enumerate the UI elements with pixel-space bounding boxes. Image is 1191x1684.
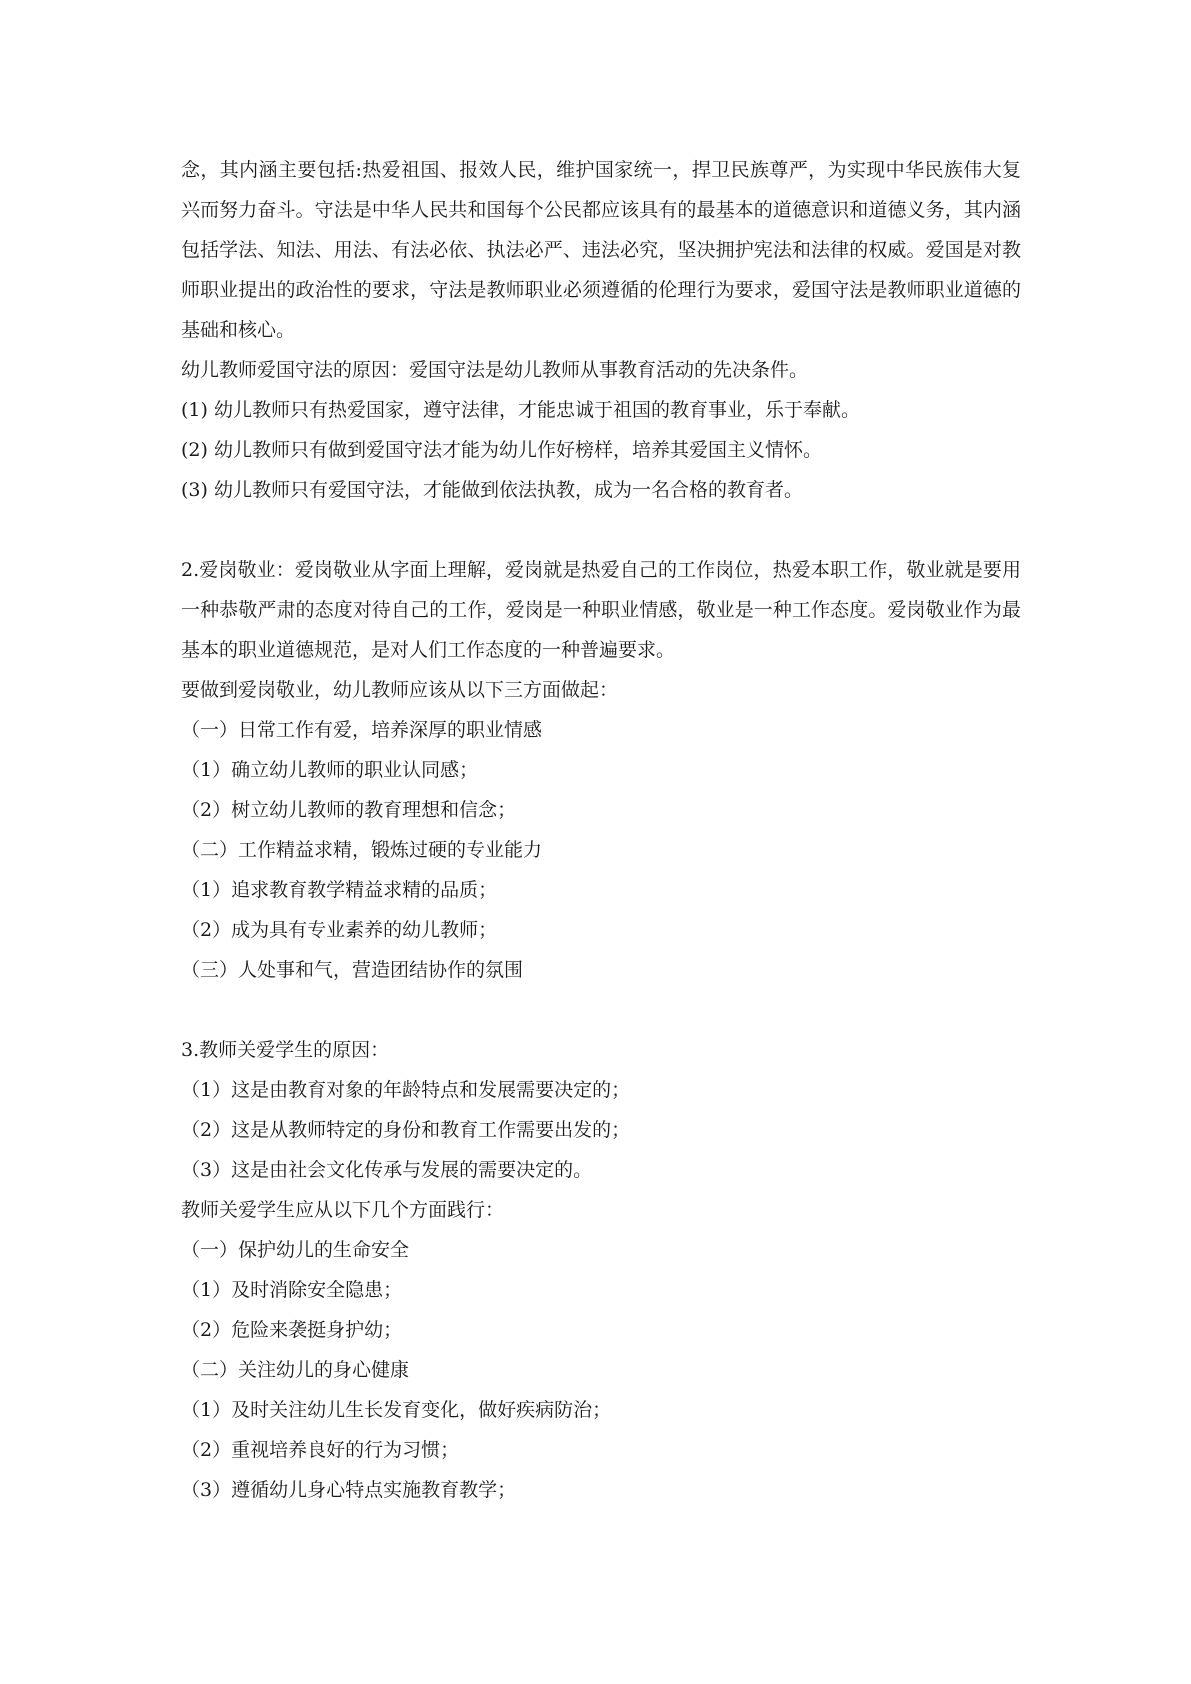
section3-list-item: （1）这是由教育对象的年龄特点和发展需要决定的； bbox=[181, 1079, 631, 1101]
section1-reason-item: (3) 幼儿教师只有爱国守法，才能做到依法执教，成为一名合格的教育者。 bbox=[181, 479, 803, 501]
section2-list-item: （2）树立幼儿教师的教育理想和信念； bbox=[181, 799, 517, 821]
section2-list-item: （1）确立幼儿教师的职业认同感； bbox=[181, 759, 479, 781]
section3-list-item: （2）危险来袭挺身护幼； bbox=[181, 1319, 403, 1341]
section2-subheading: （一）日常工作有爱，培养深厚的职业情感 bbox=[181, 719, 543, 741]
section2-subheading: （二）工作精益求精，锻炼过硬的专业能力 bbox=[181, 839, 543, 861]
section2-intro-paragraph: 2.爱岗敬业：爱岗敬业从字面上理解，爱岗就是热爱自己的工作岗位，热爱本职工作，敬业就是要用一种恭敬严肃的态度对待自己的工作，爱岗是一种职业情感，敬业是一种工作态度。爱岗敬业作为最基本的职业道德规范，是对人们工作态度的一种普遍要求。 bbox=[181, 559, 1021, 661]
section3-subheading: （二）关注幼儿的身心健康 bbox=[181, 1359, 410, 1381]
section1-reason-item: (2) 幼儿教师只有做到爱国守法才能为幼儿作好榜样，培养其爱国主义情怀。 bbox=[181, 439, 822, 461]
section2-list-item: （2）成为具有专业素养的幼儿教师； bbox=[181, 919, 498, 941]
section3-list-item: （2）这是从教师特定的身份和教育工作需要出发的； bbox=[181, 1119, 631, 1141]
section2-subheading: （三）人处事和气，营造团结协作的氛围 bbox=[181, 959, 524, 981]
section3-list-item: （2）重视培养良好的行为习惯； bbox=[181, 1439, 460, 1461]
section2-list-item: （1）追求教育教学精益求精的品质； bbox=[181, 879, 498, 901]
section3-list-item: （1）及时消除安全隐患； bbox=[181, 1279, 403, 1301]
section3-practice-heading: 教师关爱学生应从以下几个方面践行： bbox=[181, 1199, 505, 1221]
section-spacer bbox=[181, 990, 1021, 1030]
section1-reason-heading: 幼儿教师爱国守法的原因：爱国守法是幼儿教师从事教育活动的先决条件。 bbox=[181, 359, 809, 381]
document-body bbox=[181, 150, 1021, 1510]
section1-reason-item: (1) 幼儿教师只有热爱国家，遵守法律，才能忠诚于祖国的教育事业，乐于奉献。 bbox=[181, 399, 860, 421]
section3-list-item: （3）这是由社会文化传承与发展的需要决定的。 bbox=[181, 1159, 593, 1181]
section3-list-item: （3）遵循幼儿身心特点实施教育教学； bbox=[181, 1479, 517, 1501]
section-spacer bbox=[181, 510, 1021, 550]
section3-heading: 3.教师关爱学生的原因： bbox=[181, 1039, 390, 1061]
section3-subheading: （一）保护幼儿的生命安全 bbox=[181, 1239, 410, 1261]
section3-list-item: （1）及时关注幼儿生长发育变化，做好疾病防治； bbox=[181, 1399, 612, 1421]
section2-heading: 要做到爱岗敬业，幼儿教师应该从以下三方面做起： bbox=[181, 679, 619, 701]
section1-intro-paragraph: 念，其内涵主要包括:热爱祖国、报效人民，维护国家统一，捍卫民族尊严，为实现中华民族伟大复兴而努力奋斗。守法是中华人民共和国每个公民都应该具有的最基本的道德意识和道德义务，其内涵包括学法、知法、用法、有法必依、执法必严、违法必究，坚决拥护宪法和法律的权威。爱国是对教师职业提出的政治性的要求，守法是教师职业必须遵循的伦理行为要求，爱国守法是教师职业道德的基础和核心。 bbox=[181, 159, 1021, 341]
